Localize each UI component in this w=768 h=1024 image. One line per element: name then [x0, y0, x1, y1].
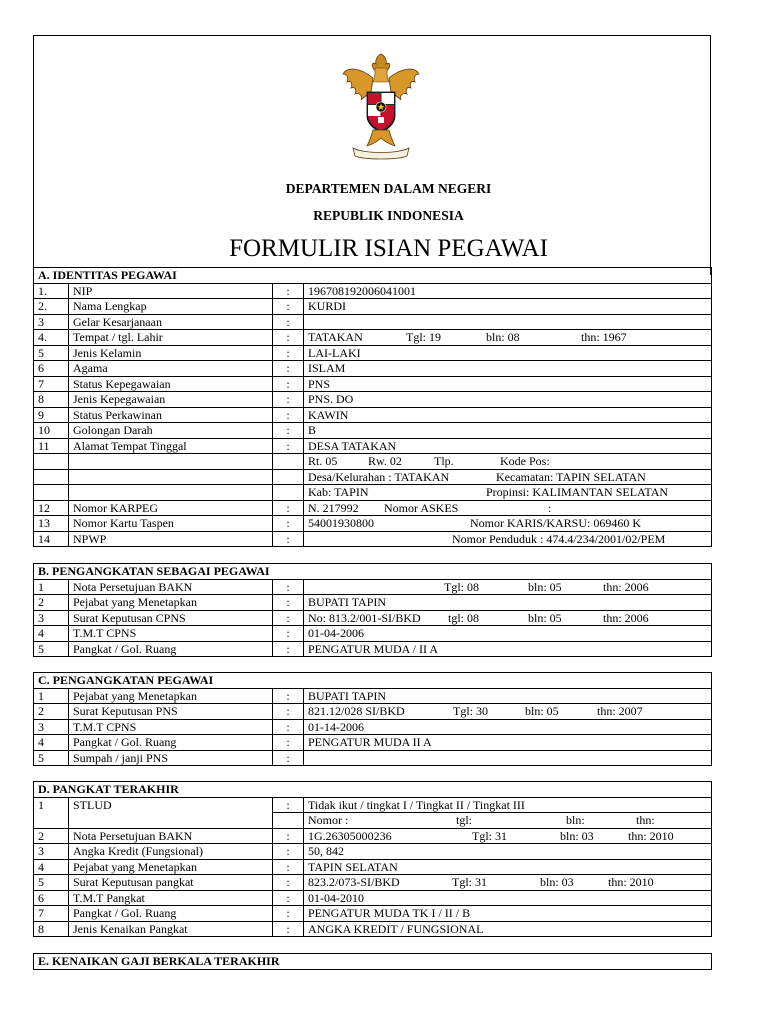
- table-row: 1 STLUD : Tidak ikut / tingkat I / Tingkat II / Tingkat III: [34, 797, 712, 813]
- section-b-heading: B. PENGANGKATAN SEBAGAI PEGAWAI: [34, 564, 712, 580]
- birthplace-value: TATAKAN: [308, 330, 363, 345]
- republic-name: REPUBLIK INDONESIA: [313, 208, 464, 223]
- table-row: 3 Gelar Kesarjanaan :: [34, 314, 712, 330]
- table-row: 5 Sumpah / janji PNS :: [34, 750, 712, 766]
- section-c-table: [33, 672, 712, 766]
- table-row: 3 Angka Kredit (Fungsional) : 50, 842: [34, 844, 712, 860]
- table-row: 4 T.M.T CPNS : 01-04-2006: [34, 626, 712, 642]
- table-row: 5 Jenis Kelamin : LAI-LAKI: [34, 345, 712, 361]
- section-c-heading: C. PENGANGKATAN PEGAWAI: [34, 673, 712, 689]
- table-row: 4 Pejabat yang Menetapkan : TAPIN SELATAN: [34, 859, 712, 875]
- section-e-table: [33, 953, 712, 970]
- section-a-table: [33, 267, 712, 547]
- table-row: Rt. 05 Rw. 02 Tlp. Kode Pos:: [34, 454, 712, 470]
- table-row: 1. NIP : 196708192006041001: [34, 283, 712, 299]
- table-row: 12 Nomor KARPEG : N. 217992 Nomor ASKES :: [34, 500, 712, 516]
- table-row: 5 Surat Keputusan pangkat : 823.2/073-SI/BKD Tgl: 31 bln: 03 thn: 2010: [34, 875, 712, 891]
- section-d-heading: D. PANGKAT TERAKHIR: [34, 782, 712, 798]
- table-row: 2 Pejabat yang Menetapkan : BUPATI TAPIN: [34, 595, 712, 611]
- table-row: 4. Tempat / tgl. Lahir : TATAKAN Tgl: 19 bln: 08 thn: 1967: [34, 330, 712, 346]
- form-title: FORMULIR ISIAN PEGAWAI: [229, 235, 548, 262]
- table-row: 5 Pangkat / Gol. Ruang : PENGATUR MUDA / II A: [34, 641, 712, 657]
- table-row: 7 Status Kepegawaian : PNS: [34, 376, 712, 392]
- garuda-emblem-icon: [339, 50, 423, 162]
- table-row: 6 T.M.T Pangkat : 01-04-2010: [34, 890, 712, 906]
- table-row: 6 Agama : ISLAM: [34, 361, 712, 377]
- table-row: 14 NPWP : Nomor Penduduk : 474.4/234/2001/02/PEM: [34, 531, 712, 547]
- section-b-table: [33, 563, 712, 657]
- section-a-heading: A. IDENTITAS PEGAWAI: [34, 268, 712, 284]
- name-value: KURDI: [304, 299, 712, 315]
- department-name: DEPARTEMEN DALAM NEGERI: [285, 181, 492, 196]
- table-row: 3 T.M.T CPNS : 01-14-2006: [34, 719, 712, 735]
- table-row: 8 Jenis Kenaikan Pangkat : ANGKA KREDIT / FUNGSIONAL: [34, 921, 712, 937]
- table-row: 8 Jenis Kepegawaian : PNS. DO: [34, 392, 712, 408]
- table-row: 1 Nota Persetujuan BAKN : Tgl: 08 bln: 05 thn: 2006: [34, 579, 712, 595]
- table-row: 2. Nama Lengkap : KURDI: [34, 299, 712, 315]
- table-row: 9 Status Perkawinan : KAWIN: [34, 407, 712, 423]
- nip-value: 196708192006041001: [304, 283, 712, 299]
- section-d-table: [33, 781, 712, 937]
- table-row: Nomor : tgl: bln: thn:: [34, 813, 712, 829]
- table-row: 2 Nota Persetujuan BAKN : 1G.26305000236 Tgl: 31 bln: 03 thn: 2010: [34, 828, 712, 844]
- table-row: 10 Golongan Darah : B: [34, 423, 712, 439]
- section-e-heading: E. KENAIKAN GAJI BERKALA TERAKHIR: [34, 954, 712, 970]
- table-row: Desa/Kelurahan : TATAKAN Kecamatan: TAPIN SELATAN: [34, 469, 712, 485]
- table-row: 2 Surat Keputusan PNS : 821.12/028 SI/BKD Tgl: 30 bln: 05 thn: 2007: [34, 704, 712, 720]
- table-row: 3 Surat Keputusan CPNS : No: 813.2/001-SI/BKD tgl: 08 bln: 05 thn: 2006: [34, 610, 712, 626]
- table-row: Kab: TAPIN Propinsi: KALIMANTAN SELATAN: [34, 485, 712, 501]
- table-row: 1 Pejabat yang Menetapkan : BUPATI TAPIN: [34, 688, 712, 704]
- table-row: 7 Pangkat / Gol. Ruang : PENGATUR MUDA TK I / II / B: [34, 906, 712, 922]
- table-row: 13 Nomor Kartu Taspen : 54001930800 Nomor KARIS/KARSU: 069460 K: [34, 516, 712, 532]
- table-row: 11 Alamat Tempat Tinggal : DESA TATAKAN: [34, 438, 712, 454]
- table-row: 4 Pangkat / Gol. Ruang : PENGATUR MUDA II A: [34, 735, 712, 751]
